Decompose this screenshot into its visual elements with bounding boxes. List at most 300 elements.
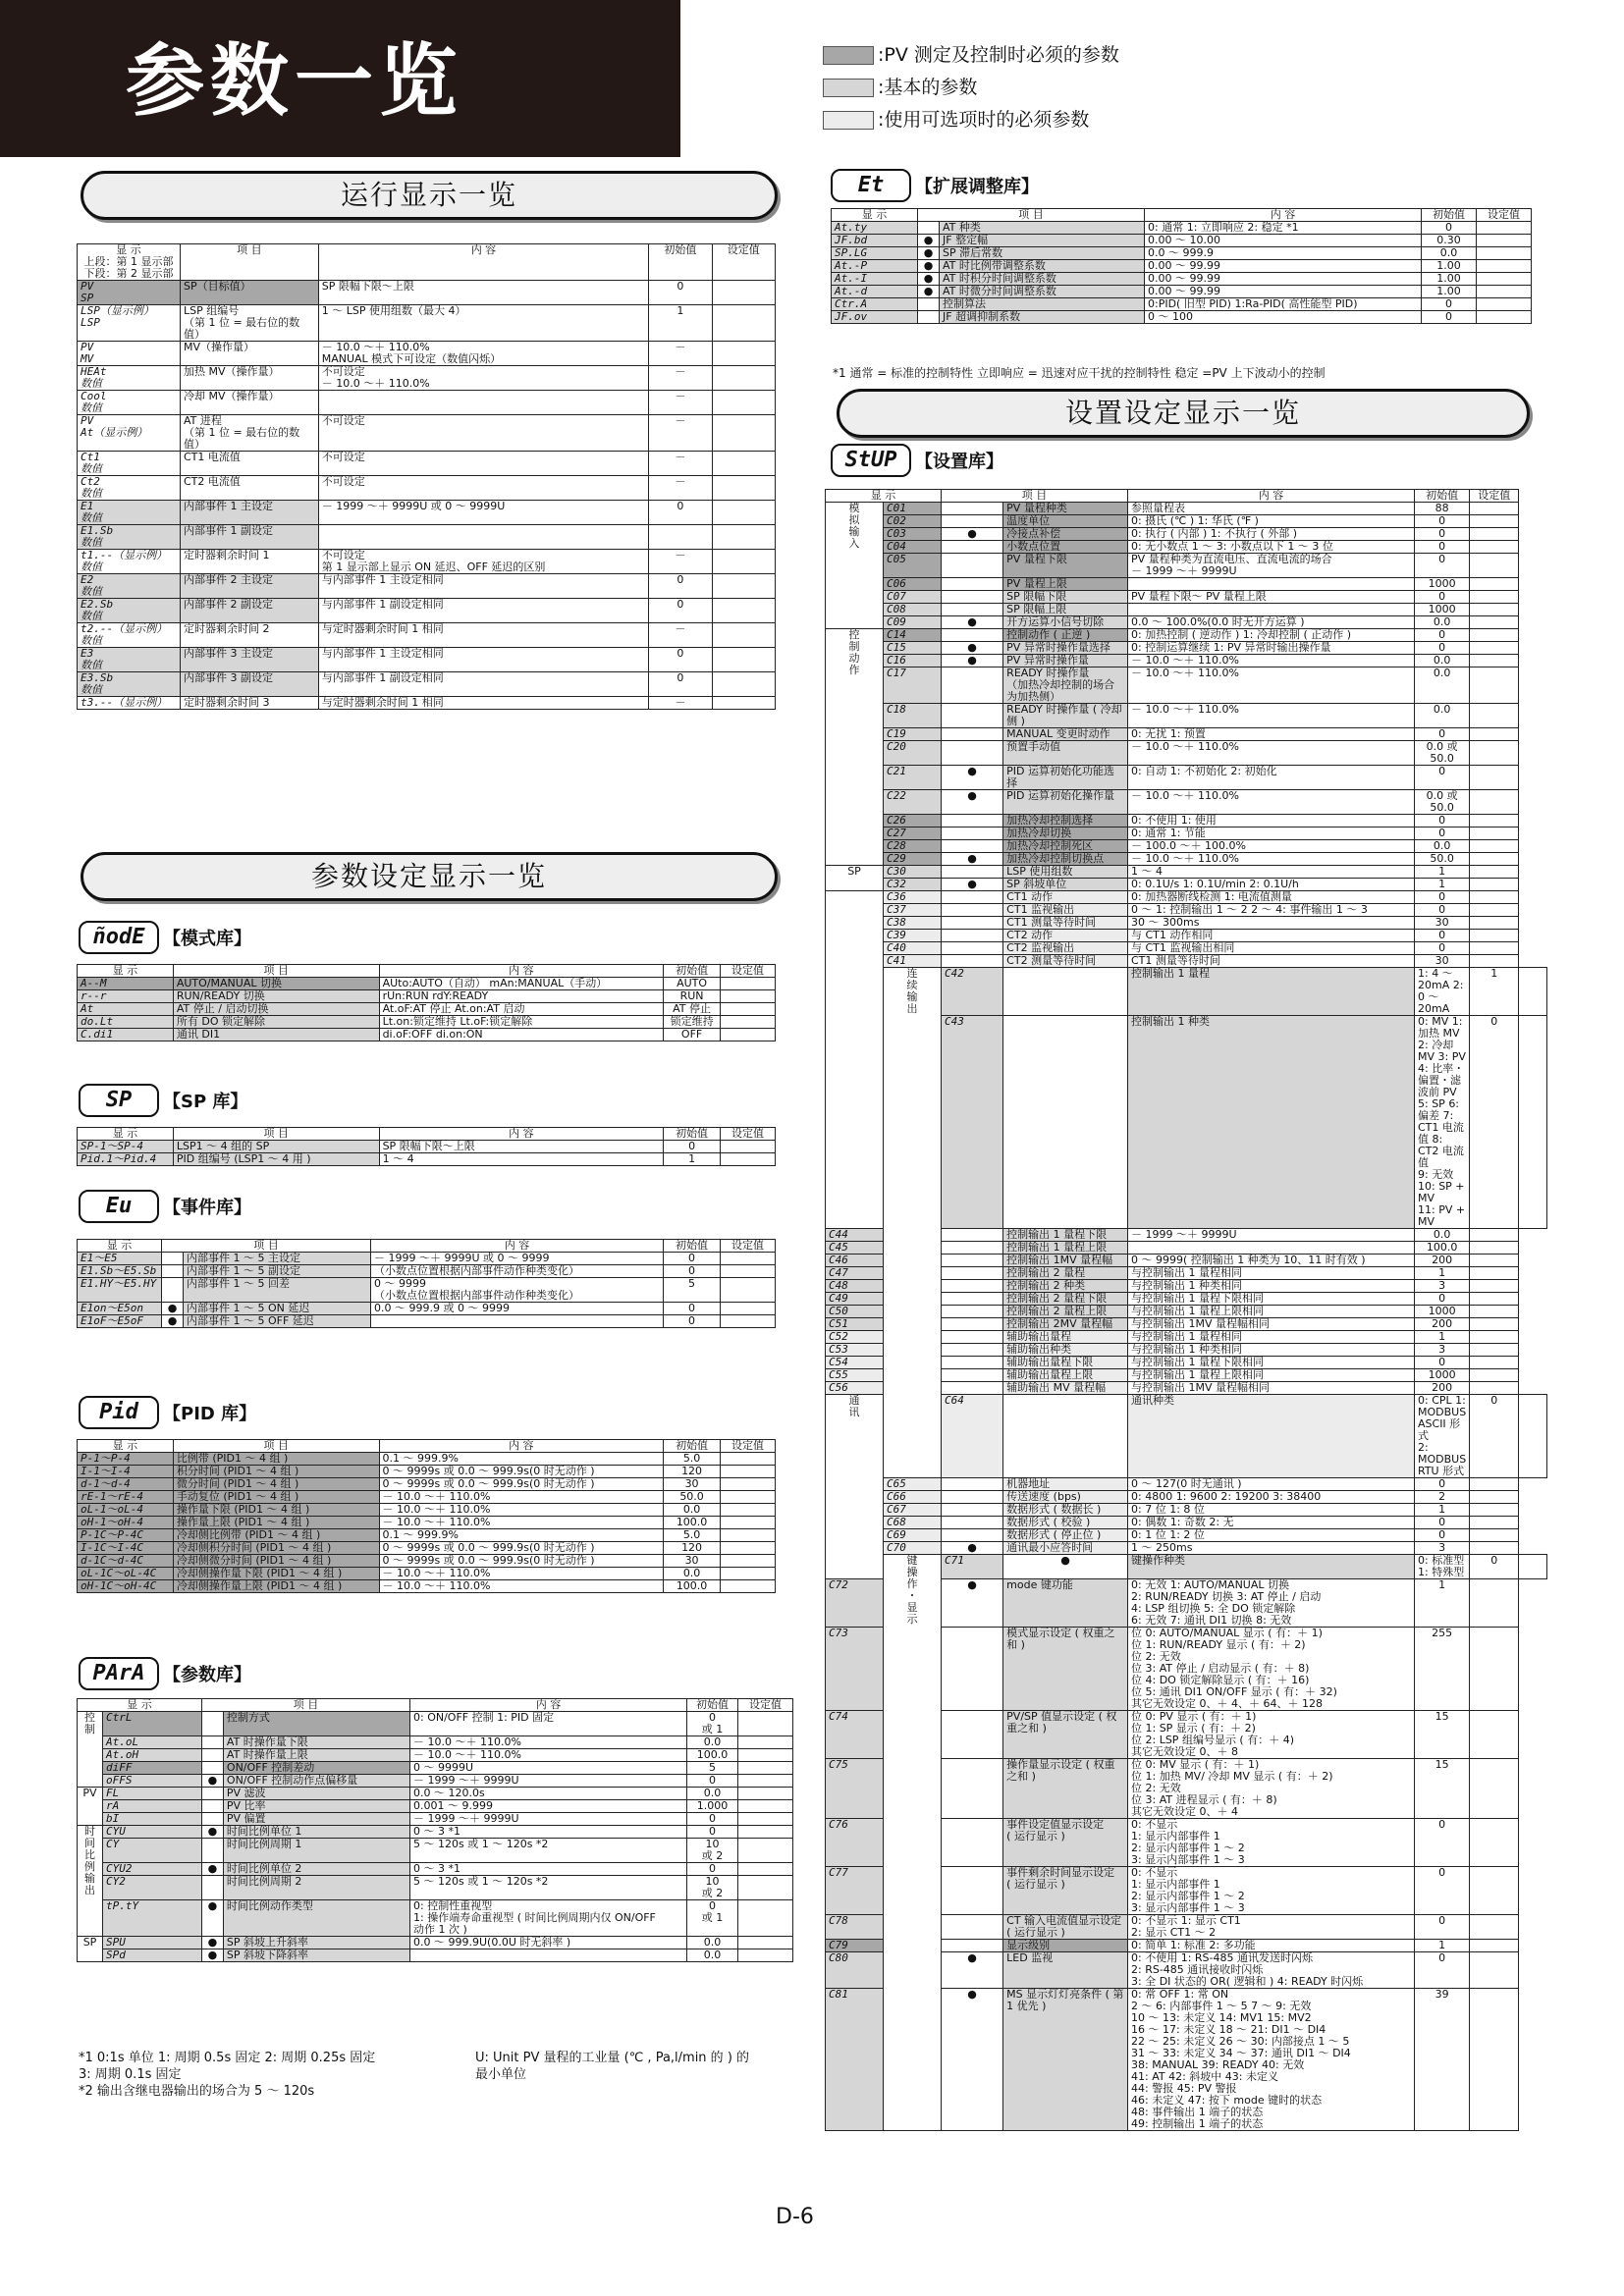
- setting-value-cell: [738, 1826, 793, 1839]
- item-cell: AT 时操作量下限: [223, 1736, 409, 1749]
- option-marker-cell: [942, 1504, 1003, 1517]
- setting-value-cell: [1470, 1517, 1519, 1529]
- display-code-cell: C80: [826, 1952, 884, 1989]
- option-marker-cell: [942, 554, 1003, 578]
- content-cell: 0.00 ～ 99.99: [1145, 286, 1422, 298]
- table-row: [826, 828, 1547, 840]
- initial-value-cell: 39: [1415, 1989, 1470, 2131]
- setting-value-cell: [1470, 1478, 1519, 1491]
- content-cell: 0 ～ 9999 （小数点位置根据内部事件动作种类变化）: [371, 1278, 664, 1303]
- display-code-cell: LSP（显示例） LSP: [78, 305, 181, 342]
- display-code-cell: SPU: [103, 1937, 202, 1949]
- item-cell: SP 斜坡上升斜率: [223, 1937, 409, 1949]
- setting-value-cell: [738, 1712, 793, 1736]
- display-code-cell: SP-1～SP-4: [78, 1141, 174, 1153]
- category-cell: 时 间 比 例 输 出: [78, 1826, 103, 1937]
- item-cell: 控制输出 1 种类: [1128, 1016, 1415, 1229]
- initial-value-cell: 1.000: [687, 1800, 738, 1813]
- display-code-cell: C81: [826, 1989, 884, 2131]
- display-code-cell: C16: [884, 655, 942, 667]
- setting-value-cell: [738, 1775, 793, 1788]
- content-cell: 与内部事件 1 主设定相同: [318, 648, 648, 672]
- setting-value-cell: [1470, 1318, 1519, 1331]
- initial-value-cell: 1000: [1415, 1369, 1470, 1382]
- table-row: [78, 1788, 793, 1800]
- content-cell: 1 ～ 250ms: [1128, 1542, 1415, 1555]
- setting-value-cell: [1470, 853, 1519, 866]
- content-cell: 与内部事件 1 副设定相同: [318, 599, 648, 623]
- category-cell: 键 操 作 ・ 显 示: [884, 1555, 942, 2131]
- display-code-cell: At.oH: [103, 1749, 202, 1762]
- content-cell: 与控制输出 1MV 量程幅相同: [1128, 1318, 1415, 1331]
- initial-value-cell: 0.0: [1415, 655, 1470, 667]
- table-row: [826, 815, 1547, 828]
- initial-value-cell: 1: [1415, 866, 1470, 879]
- table-row: [826, 955, 1547, 968]
- category-cell: 控 制 动 作: [826, 629, 884, 866]
- item-cell: 控制输出 1 量程下限: [1003, 1229, 1128, 1242]
- content-cell: 0: 不显示 1: 显示内部事件 1 2: 显示内部事件 1 ～ 2 3: 显示内部事件 1 ～ 3: [1128, 1867, 1415, 1915]
- content-cell: 0.00 ～ 99.99: [1145, 260, 1422, 273]
- display-code-cell: C66: [884, 1491, 942, 1504]
- table-row: [826, 503, 1547, 515]
- content-cell: － 10.0 ～＋ 110.0% MANUAL 模式下可设定（数值闪烁）: [318, 342, 648, 366]
- item-cell: mode 键功能: [1003, 1579, 1128, 1628]
- display-code-cell: E2.Sb 数值: [78, 599, 181, 623]
- setting-value-cell: [1519, 1555, 1547, 1579]
- mode-bank-heading: [79, 921, 251, 954]
- initial-value-cell: 1: [1415, 1331, 1470, 1344]
- ext-bank-heading: [831, 169, 1039, 202]
- mode-bank-label: 【模式库】: [163, 929, 251, 949]
- table-row: [826, 1504, 1547, 1517]
- content-cell: 0: 加热器断线检测 1: 电流值测量: [1128, 891, 1415, 904]
- setting-value-cell: [738, 1813, 793, 1826]
- display-code-cell: JF.ov: [832, 311, 918, 324]
- item-cell: LSP 组编号 （第 1 位 = 最右位的数值）: [180, 305, 318, 342]
- initial-value-cell: 0: [1415, 642, 1470, 655]
- setting-value-cell: [721, 1504, 776, 1517]
- header-content: 内 容: [1145, 209, 1422, 222]
- content-cell: AUto:AUTO（自动） mAn:MANUAL（手动）: [379, 978, 664, 990]
- item-cell: 时间比例单位 1: [223, 1826, 409, 1839]
- initial-value-cell: 0: [1415, 515, 1470, 528]
- initial-value-cell: 1000: [1415, 578, 1470, 591]
- item-cell: SP 斜坡下降斜率: [223, 1949, 409, 1962]
- setting-value-cell: [1470, 704, 1519, 728]
- initial-value-cell: 0: [1415, 591, 1470, 604]
- display-code-cell: C50: [826, 1306, 884, 1318]
- display-code-cell: A--M: [78, 978, 174, 990]
- content-cell: 0: 偶数 1: 奇数 2: 无: [1128, 1517, 1415, 1529]
- header-content: 内 容: [371, 1240, 664, 1253]
- option-marker-cell: [201, 1788, 223, 1800]
- content-cell: 与控制输出 1 量程上限相同: [1128, 1369, 1415, 1382]
- display-code-cell: C52: [826, 1331, 884, 1344]
- setting-value-cell: [1470, 616, 1519, 629]
- item-cell: 数据形式 ( 数据长 ): [1003, 1504, 1128, 1517]
- table-row: [78, 1453, 776, 1466]
- setting-value-cell: [721, 1453, 776, 1466]
- item-cell: CT2 电流值: [180, 476, 318, 501]
- content-cell: 0: 执行 ( 内部 ) 1: 不执行 ( 外部 ): [1128, 528, 1415, 541]
- table-row: [826, 728, 1547, 741]
- option-marker-cell: [942, 1940, 1003, 1952]
- option-marker-cell: [942, 578, 1003, 591]
- header-item: 项 目: [162, 1240, 371, 1253]
- display-code-cell: C69: [884, 1529, 942, 1542]
- content-cell: 与控制输出 1MV 量程幅相同: [1128, 1382, 1415, 1395]
- initial-value-cell: 3: [1415, 1344, 1470, 1357]
- display-code-cell: C18: [884, 704, 942, 728]
- display-code-cell: C44: [826, 1229, 884, 1242]
- item-cell: 定时器剩余时间 1: [180, 550, 318, 574]
- param-bank-heading: [79, 1657, 251, 1690]
- initial-value-cell: 0: [1422, 298, 1477, 311]
- setting-value-cell: [738, 1736, 793, 1749]
- header-initial: 初始值: [1415, 490, 1470, 503]
- option-marker-cell: [201, 1762, 223, 1775]
- content-cell: 0: MV 1: 加热 MV 2: 冷却 MV 3: PV 4: 比率・偏置・滤波前 PV 5: SP 6: 偏差 7: CT1 电流值 8: CT2 电流值 9: 无效 10: SP + MV 11: PV + MV: [1415, 1016, 1470, 1229]
- initial-value-cell: 1.00: [1422, 260, 1477, 273]
- table-row: [78, 1542, 776, 1555]
- initial-value-cell: 0: [687, 1813, 738, 1826]
- content-cell: 0: 不使用 1: RS-485 通讯发送时闪烁 2: RS-485 通讯接收时闪烁 3: 全 DI 状态的 OR( 逻辑和 ) 4: READY 时闪烁: [1128, 1952, 1415, 1989]
- table-header-row: [78, 1128, 776, 1141]
- section-param-display: 参数设定显示一览: [81, 852, 778, 901]
- content-cell: 0 ～ 1: 控制输出 1 ～ 2 2 ～ 4: 事件输出 1 ～ 3: [1128, 904, 1415, 917]
- item-cell: PID 运算初始化功能选择: [1003, 766, 1128, 790]
- table-row: [78, 1491, 776, 1504]
- content-cell: 0: 不显示 1: 显示内部事件 1 2: 显示内部事件 1 ～ 2 3: 显示内部事件 1 ～ 3: [1128, 1819, 1415, 1867]
- setting-value-cell: [1470, 904, 1519, 917]
- setting-value-cell: [712, 525, 775, 550]
- content-cell: 0 ～ 9999s 或 0.0 ～ 999.9s(0 时无动作 ): [379, 1542, 664, 1555]
- table-row: [78, 1265, 776, 1278]
- setting-value-cell: [1470, 942, 1519, 955]
- item-cell: 所有 DO 锁定解除: [173, 1016, 379, 1029]
- item-cell: 时间比例单位 2: [223, 1863, 409, 1876]
- display-code-cell: C04: [884, 541, 942, 554]
- content-cell: 与内部事件 1 主设定相同: [318, 574, 648, 599]
- initial-value-cell: －: [649, 342, 712, 366]
- content-cell: 5 ～ 120s 或 1 ～ 120s *2: [410, 1839, 687, 1863]
- option-marker-cell: [201, 1876, 223, 1900]
- setting-value-cell: [1470, 766, 1519, 790]
- setting-value-cell: [1470, 1293, 1519, 1306]
- display-code-cell: bI: [103, 1813, 202, 1826]
- setting-value-cell: [712, 342, 775, 366]
- initial-value-cell: 0: [649, 574, 712, 599]
- item-cell: 控制输出 2MV 量程幅: [1003, 1318, 1128, 1331]
- setting-value-cell: [712, 697, 775, 710]
- mode-bank-table: [77, 964, 776, 1041]
- display-code-cell: C.di1: [78, 1029, 174, 1041]
- item-cell: 辅助输出 MV 量程幅: [1003, 1382, 1128, 1395]
- option-marker-cell: ●: [201, 1826, 223, 1839]
- option-marker-cell: [942, 1242, 1003, 1255]
- option-marker-cell: [942, 629, 1003, 642]
- category-cell: 通 讯: [826, 1395, 884, 1579]
- table-row: [78, 1003, 776, 1016]
- initial-value-cell: 120: [664, 1466, 721, 1478]
- item-cell: 内部事件 1 主设定: [180, 501, 318, 525]
- setting-value-cell: [738, 1762, 793, 1775]
- setting-value-cell: [1470, 515, 1519, 528]
- setting-value-cell: [721, 1153, 776, 1166]
- display-code-cell: C36: [884, 891, 942, 904]
- setting-value-cell: [1470, 1504, 1519, 1517]
- display-code-cell: C70: [884, 1542, 942, 1555]
- display-code-cell: C09: [884, 616, 942, 629]
- content-cell: 与控制输出 1 量程相同: [1128, 1267, 1415, 1280]
- setting-value-cell: [712, 366, 775, 391]
- content-cell: 0.0 ～ 120.0s: [410, 1788, 687, 1800]
- header-setting: 设定值: [1477, 209, 1532, 222]
- table-row: [826, 968, 1547, 1016]
- initial-value-cell: 10 或 2: [687, 1876, 738, 1900]
- display-code-cell: P-1～P-4: [78, 1453, 174, 1466]
- item-cell: 控制输出 1 量程上限: [1003, 1242, 1128, 1255]
- option-marker-cell: [942, 1267, 1003, 1280]
- item-cell: CT1 电流值: [180, 452, 318, 476]
- item-cell: 手动复位 (PID1 ～ 4 组 ): [173, 1491, 379, 1504]
- option-marker-cell: [162, 1253, 184, 1265]
- header-initial: 初始值: [664, 1240, 721, 1253]
- event-bank-table: [77, 1239, 776, 1328]
- content-cell: 与 CT1 动作相同: [1128, 930, 1415, 942]
- item-cell: 冷接点补偿: [1003, 528, 1128, 541]
- header-item: 项 目: [173, 1128, 379, 1141]
- content-cell: － 10.0 ～＋ 110.0%: [1128, 704, 1415, 728]
- content-cell: 0.1 ～ 999.9%: [379, 1453, 664, 1466]
- setting-value-cell: [1470, 1280, 1519, 1293]
- item-cell: 时间比例周期 1: [223, 1839, 409, 1863]
- display-code-cell: PV At（显示例）: [78, 415, 181, 452]
- table-row: [826, 942, 1547, 955]
- option-marker-cell: ●: [1003, 1555, 1128, 1579]
- table-row: [78, 1800, 793, 1813]
- table-header-row: [78, 1699, 793, 1712]
- table-row: [826, 766, 1547, 790]
- content-cell: [318, 525, 648, 550]
- item-cell: 控制输出 2 种类: [1003, 1280, 1128, 1293]
- initial-value-cell: 200: [1415, 1255, 1470, 1267]
- initial-value-cell: 0: [1415, 728, 1470, 741]
- item-cell: 冷却侧微分时间 (PID1 ～ 4 组 ): [173, 1555, 379, 1568]
- option-marker-cell: [942, 840, 1003, 853]
- option-marker-cell: ●: [201, 1863, 223, 1876]
- table-row: [78, 476, 776, 501]
- option-marker-cell: [942, 1867, 1003, 1915]
- table-row: [826, 840, 1547, 853]
- item-cell: 积分时间 (PID1 ～ 4 组 ): [173, 1466, 379, 1478]
- option-marker-cell: [942, 815, 1003, 828]
- display-code-cell: C41: [884, 955, 942, 968]
- initial-value-cell: 200: [1415, 1318, 1470, 1331]
- table-row: [826, 528, 1547, 541]
- setting-value-cell: [738, 1900, 793, 1937]
- item-cell: 加热 MV（操作量）: [180, 366, 318, 391]
- content-cell: 不可设定 第 1 显示部上显示 ON 延迟、OFF 延迟的区别: [318, 550, 648, 574]
- initial-value-cell: 0: [1415, 930, 1470, 942]
- option-marker-cell: [942, 1491, 1003, 1504]
- display-code-cell: oH-1C～oH-4C: [78, 1580, 174, 1593]
- initial-value-cell: 50.0: [664, 1491, 721, 1504]
- display-code-cell: I-1C～I-4C: [78, 1542, 174, 1555]
- header-item: 项 目: [173, 1440, 379, 1453]
- option-marker-cell: [918, 311, 940, 324]
- header-setting: 设定值: [712, 244, 775, 281]
- table-row: [826, 904, 1547, 917]
- option-marker-cell: ●: [918, 247, 940, 260]
- option-marker-cell: ●: [201, 1900, 223, 1937]
- initial-value-cell: 0: [687, 1775, 738, 1788]
- initial-value-cell: 30: [1415, 955, 1470, 968]
- display-code-cell: C51: [826, 1318, 884, 1331]
- content-cell: CT1 测量等待时间: [1128, 955, 1415, 968]
- setting-value-cell: [1470, 578, 1519, 591]
- option-marker-cell: [942, 515, 1003, 528]
- content-cell: － 10.0 ～＋ 110.0%: [1128, 853, 1415, 866]
- table-row: [826, 790, 1547, 815]
- item-cell: AUTO/MANUAL 切换: [173, 978, 379, 990]
- setting-value-cell: [1470, 1542, 1519, 1555]
- item-cell: LSP 使用组数: [1003, 866, 1128, 879]
- setting-value-cell: [738, 1800, 793, 1813]
- table-row: [826, 554, 1547, 578]
- ext-bank-label: 【扩展调整库】: [915, 177, 1039, 197]
- display-code-cell: C48: [826, 1280, 884, 1293]
- content-cell: 0: 7 位 1: 8 位: [1128, 1504, 1415, 1517]
- display-code-cell: C74: [826, 1711, 884, 1759]
- item-cell: PV/SP 值显示设定 ( 权重之和 ): [1003, 1711, 1128, 1759]
- item-cell: AT 时操作量上限: [223, 1749, 409, 1762]
- option-marker-cell: [942, 728, 1003, 741]
- content-cell: SP 限幅下限～上限: [379, 1141, 664, 1153]
- item-cell: 冷却侧操作量上限 (PID1 ～ 4 组 ): [173, 1580, 379, 1593]
- section-setup-display: 设置设定显示一览: [837, 389, 1530, 438]
- display-code-cell: C17: [884, 667, 942, 704]
- setting-value-cell: [712, 550, 775, 574]
- initial-value-cell: 0: [1470, 1395, 1519, 1478]
- content-cell: 不可设定: [318, 415, 648, 452]
- display-code-cell: C79: [826, 1940, 884, 1952]
- table-row: [832, 235, 1532, 247]
- initial-value-cell: 0: [1422, 222, 1477, 235]
- legend-item: : 使用可选项时的必须参数: [823, 104, 1119, 136]
- item-cell: 比例带 (PID1 ～ 4 组 ): [173, 1453, 379, 1466]
- header-item: 项 目: [180, 244, 318, 281]
- display-code-cell: C45: [826, 1242, 884, 1255]
- initial-value-cell: 88: [1415, 503, 1470, 515]
- setting-value-cell: [721, 1580, 776, 1593]
- header-initial: 初始值: [1422, 209, 1477, 222]
- setting-value-cell: [1470, 1759, 1519, 1819]
- item-cell: 内部事件 2 主设定: [180, 574, 318, 599]
- table-row: [832, 222, 1532, 235]
- item-cell: 数据形式 ( 停止位 ): [1003, 1529, 1128, 1542]
- header-setting: 设定值: [1470, 490, 1519, 503]
- initial-value-cell: 0: [649, 599, 712, 623]
- setting-value-cell: [1477, 260, 1532, 273]
- content-cell: 位 0: PV 显示 ( 有：＋ 1) 位 1: SP 显示 ( 有：＋ 2) 位 2: LSP 组编号显示 ( 有：＋ 4) 其它无效设定 0、＋ 8: [1128, 1711, 1415, 1759]
- initial-value-cell: 1: [1415, 1504, 1470, 1517]
- item-cell: 预置手动值: [1003, 741, 1128, 766]
- option-marker-cell: [918, 298, 940, 311]
- item-cell: AT 进程 （第 1 位 = 最右位的数值）: [180, 415, 318, 452]
- display-code-cell: C53: [826, 1344, 884, 1357]
- item-cell: 开方运算小信号切除: [1003, 616, 1128, 629]
- content-cell: 0: 无扰 1: 预置: [1128, 728, 1415, 741]
- table-row: [78, 1504, 776, 1517]
- sp-bank-heading: [79, 1084, 247, 1117]
- legend-swatch-required: [823, 46, 874, 65]
- display-code-cell: C73: [826, 1628, 884, 1711]
- item-cell: CT2 监视输出: [1003, 942, 1128, 955]
- item-cell: 控制输出 1 量程: [1128, 968, 1415, 1016]
- display-code-cell: At.-P: [832, 260, 918, 273]
- sp-bank-table: [77, 1127, 776, 1166]
- table-row: [78, 1141, 776, 1153]
- setting-value-cell: [721, 1491, 776, 1504]
- setting-value-cell: [721, 1141, 776, 1153]
- display-code-cell: Cool 数值: [78, 391, 181, 415]
- content-cell: 0 ～ 9999U: [410, 1762, 687, 1775]
- item-cell: 加热冷却控制死区: [1003, 840, 1128, 853]
- option-marker-cell: [942, 1229, 1003, 1242]
- initial-value-cell: 100.0: [664, 1580, 721, 1593]
- header-initial: 初始值: [664, 965, 721, 978]
- item-cell: PV 偏置: [223, 1813, 409, 1826]
- content-cell: 与控制输出 1 量程上限相同: [1128, 1306, 1415, 1318]
- option-marker-cell: [201, 1736, 223, 1749]
- mode-bank-code: ñodE: [79, 921, 159, 954]
- setup-bank-label: 【设置库】: [915, 452, 1003, 472]
- table-row: [78, 1712, 793, 1736]
- setting-value-cell: [1470, 1867, 1519, 1915]
- option-marker-cell: ●: [942, 528, 1003, 541]
- item-cell: 显示级别: [1003, 1940, 1128, 1952]
- table-row: [78, 1016, 776, 1029]
- content-cell: － 10.0 ～＋ 110.0%: [1128, 741, 1415, 766]
- display-code-cell: SPd: [103, 1949, 202, 1962]
- option-marker-cell: [162, 1265, 184, 1278]
- content-cell: 0: 控制性重视型 1: 操作端寿命重视型 ( 时间比例周期内仅 ON/OFF 动作 1 次 ): [410, 1900, 687, 1937]
- content-cell: 1 ～ LSP 使用组数（最大 4）: [318, 305, 648, 342]
- content-cell: － 1999 ～＋ 9999U 或 0 ～ 9999U: [318, 501, 648, 525]
- display-code-cell: d-1～d-4: [78, 1478, 174, 1491]
- option-marker-cell: [162, 1278, 184, 1303]
- display-code-cell: rA: [103, 1800, 202, 1813]
- table-row: [832, 286, 1532, 298]
- legend-label: 基本的参数: [884, 77, 978, 98]
- content-cell: [318, 391, 648, 415]
- display-code-cell: C47: [826, 1267, 884, 1280]
- table-row: [78, 1937, 793, 1949]
- legend-item: : 基本的参数: [823, 72, 1119, 104]
- table-row: [78, 1555, 776, 1568]
- initial-value-cell: 0: [1415, 1867, 1470, 1915]
- setting-value-cell: [1477, 222, 1532, 235]
- setting-value-cell: [1477, 311, 1532, 324]
- item-cell: RUN/READY 切换: [173, 990, 379, 1003]
- setting-value-cell: [712, 476, 775, 501]
- option-marker-cell: ●: [942, 642, 1003, 655]
- option-marker-cell: [942, 503, 1003, 515]
- header-display: 显 示: [78, 1128, 174, 1141]
- table-header-row: [826, 490, 1547, 503]
